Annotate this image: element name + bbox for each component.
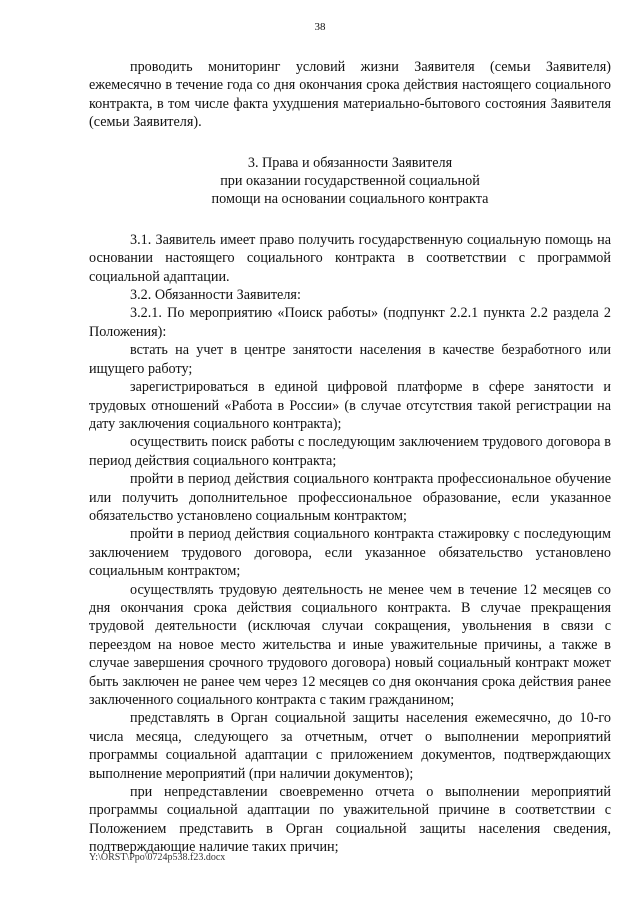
footer-file-path: Y:\ORST\Ppo\0724p538.f23.docx [89,852,226,863]
intro-paragraph: проводить мониторинг условий жизни Заявителя (семьи Заявителя) ежемесячно в течение года со дня окончания срока действия настоящего социального контракта, в том числе факта ухудшения материально-бытового состояния Заявителя (семьи Заявителя). [89,59,611,131]
obligation-register-employment-center: встать на учет в центре занятости населения в качестве безработного или ищущего работу; [89,342,611,377]
obligation-late-report-reasons: при непредставлении своевременно отчета о выполнении мероприятий программы социальной адаптации по уважительной причине в соответствии с Положением представить в Орган социальной защиты населения сведения, подтверждающие наличие таких причин; [89,784,611,856]
paragraph-3-1: 3.1. Заявитель имеет право получить государственную социальную помощь на основании настоящего социального контракта в соответствии с программой социальной адаптации. [89,231,611,285]
section-heading-line-3: помощи на основании социального контракта [211,191,489,208]
page-number: 38 [314,21,326,33]
section-heading-line-2: при оказании государственной социальной [220,173,480,190]
obligation-monthly-report: представлять в Орган социальной защиты населения ежемесячно, до 10-го числа месяца, следующего за отчетным, отчет о выполнении мероприятий программы социальной адаптации с приложением документов, подтверждающих выполнение мероприятий (при наличии документов); [89,710,611,782]
obligation-register-platform: зарегистрироваться в единой цифровой платформе в сфере занятости и трудовых отношений «Работа в России» (в случае отсутствия такой регистрации на дату заключения социального контракта); [89,379,611,432]
section-heading [89,154,611,209]
obligation-internship: пройти в период действия социального контракта стажировку с последующим заключением трудового договора, если указанное обязательство установлено социальным контрактом; [89,526,611,580]
document-body [89,58,611,857]
obligation-employment-duration: осуществлять трудовую деятельность не менее чем в течение 12 месяцев со дня окончания срока действия социального контракта. В случае прекращения трудовой деятельности (исключая случаи сокращения, увольнения в связи с переездом на новое место жительства и иные уважительные причины, а также в случае завершения срочного трудового договора) новый социальный контракт может быть заключен не ранее чем через 12 месяцев со дня окончания срока действия ранее заключенного социального контракта с таким гражданином; [89,581,611,708]
section-heading-line-1: 3. Права и обязанности Заявителя [247,154,453,171]
obligation-training: пройти в период действия социального контракта профессиональное обучение или получить дополнительное профессиональное образование, если указанное обязательство установлено социальным контрактом; [89,471,611,524]
obligation-job-search: осуществить поиск работы с последующим заключением трудового договора в период действия социального контракта; [89,434,611,469]
paragraph-3-2-1: 3.2.1. По мероприятию «Поиск работы» (подпункт 2.2.1 пункта 2.2 раздела 2 Положения): [89,305,611,340]
paragraph-3-2: 3.2. Обязанности Заявителя: [130,287,301,304]
